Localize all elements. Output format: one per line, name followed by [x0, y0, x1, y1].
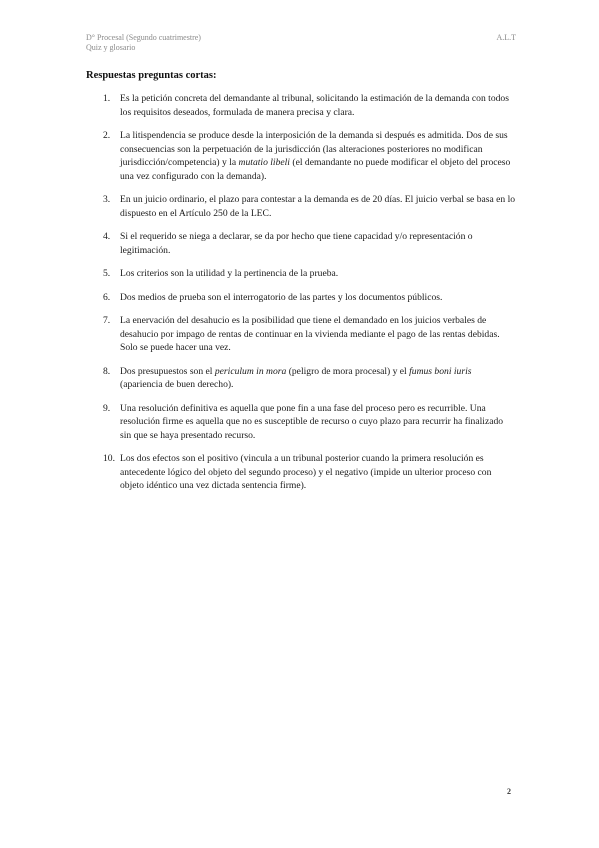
answers-list [86, 92, 516, 503]
answer-text: Los dos efectos son el positivo (vincula a un tribunal posterior cuando la primera resolución es antecedente lógico del objeto del segundo proceso) y el negativo (impide un ulterior proceso con objeto idéntico una vez dictada sentencia firme). [120, 453, 492, 491]
answer-text: La enervación del desahucio es la posibilidad que tiene el demandado en los juicios verbales de desahucio por impago de rentas de continuar en la vivienda mediante el pago de las rentas debidas. Solo se puede hacer una vez. [120, 315, 500, 353]
answer-item-6 [86, 291, 516, 305]
answer-latin-term: periculum in mora [214, 365, 287, 377]
answer-number: 3. [103, 194, 111, 205]
header-course: D° Procesal (Segundo cuatrimestre) [86, 33, 201, 42]
page-number: 2 [507, 787, 511, 796]
page-header [86, 33, 516, 53]
answer-item-3 [86, 193, 516, 220]
header-subtitle: Quiz y glosario [86, 43, 136, 52]
answer-latin-term: fumus boni iuris [409, 365, 472, 377]
answer-text-part: Dos presupuestos son el [120, 365, 215, 377]
answer-text-part: (el demandante no puede modificar el objeto del proceso una vez configurado con la demanda). [120, 157, 511, 182]
answer-item-2 [86, 129, 516, 183]
section-title: Respuestas preguntas cortas: [86, 70, 217, 81]
answer-text: Una resolución definitiva es aquella que pone fin a una fase del proceso pero es recurrible. Una resolución firme es aquella que no es susceptible de recurso o cuyo plazo para recurrir ha finalizado sin que se haya presentado recurso. [120, 402, 504, 441]
header-author-initials: A.L.T [496, 33, 516, 42]
answer-text-part: (apariencia de buen derecho). [120, 379, 234, 390]
answer-item-5 [86, 267, 516, 281]
answer-text: En un juicio ordinario, el plazo para contestar a la demanda es de 20 días. El juicio verbal se basa en lo dispuesto en el Artículo 250 de la LEC. [120, 194, 516, 219]
answer-item-8 [86, 365, 516, 392]
answer-text-part: La litispendencia se produce desde la interposición de la demanda si después es admitida. Dos de sus consecuencias son la perpetuación de la jurisdicción (las alteraciones posteriores no modifican jurisdicción/competencia) y la [120, 130, 508, 168]
answer-number: 10. [103, 453, 115, 464]
answer-number: 5. [103, 268, 111, 279]
answer-text: Es la petición concreta del demandante al tribunal, solicitando la estimación de la demanda con todos los requisitos deseados, formulada de manera precisa y clara. [120, 93, 509, 118]
answer-text: Los criterios son la utilidad y la pertinencia de la prueba. [120, 268, 339, 279]
answer-number: 9. [103, 402, 111, 414]
answer-number: 6. [103, 291, 111, 303]
answer-item-1 [86, 92, 516, 119]
answer-latin-term: mutatio libeli [238, 157, 290, 168]
answer-text: Si el requerido se niega a declarar, se da por hecho que tiene capacidad y/o representación o legitimación. [120, 231, 473, 256]
answer-item-7 [86, 314, 516, 355]
answer-number: 1. [103, 93, 111, 104]
answer-number: 7. [103, 315, 111, 326]
answer-text: Dos medios de prueba son el interrogatorio de las partes y los documentos públicos. [120, 291, 443, 303]
answer-item-9 [86, 402, 516, 443]
answer-number: 4. [103, 231, 111, 242]
answer-item-4 [86, 230, 516, 257]
answer-text-part: (peligro de mora procesal) y el [286, 365, 410, 377]
answer-item-10 [86, 452, 516, 493]
answer-number: 8. [103, 365, 111, 377]
answer-number: 2. [103, 130, 111, 141]
